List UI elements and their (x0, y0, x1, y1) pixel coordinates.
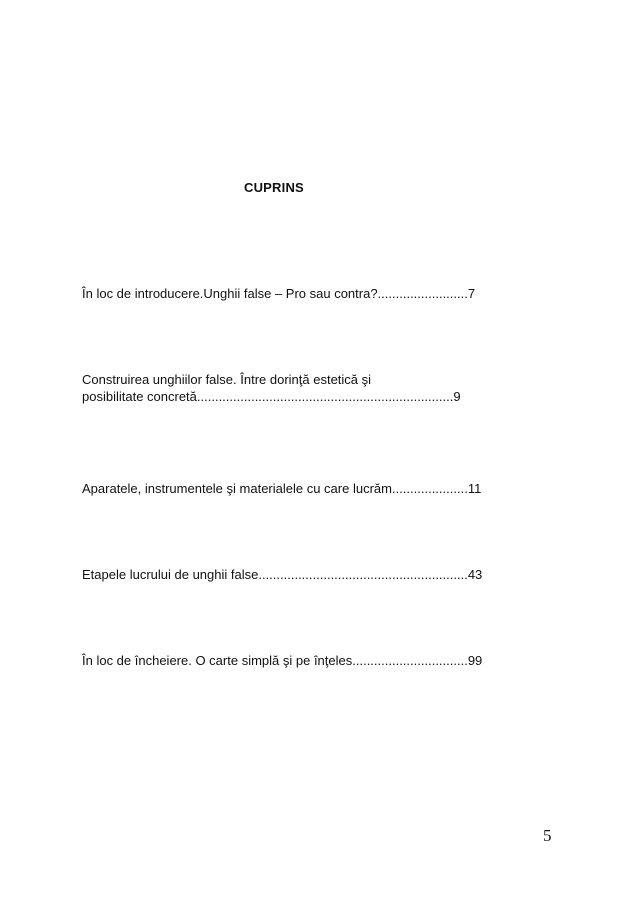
toc-entry-text-continued: posibilitate concretă.......................................................................9 (82, 389, 461, 404)
toc-entry-text: Construirea unghiilor false. Între dorinţă estetică şi (82, 372, 372, 387)
toc-entry-introducere (82, 285, 475, 302)
toc-entry-etapele (82, 566, 482, 583)
toc-entry-text: În loc de introducere.Unghii false – Pro sau contra?.........................7 (82, 286, 476, 301)
toc-entry-aparatele (82, 480, 481, 497)
toc-entry-text: În loc de încheiere. O carte simplă şi pe înţeles................................99 (82, 653, 483, 668)
toc-entry-construirea (82, 371, 461, 405)
toc-entry-incheiere (82, 652, 482, 669)
toc-entry-text: Aparatele, instrumentele şi materialele cu care lucrăm.....................11 (82, 481, 482, 496)
page-number: 5 (543, 826, 552, 845)
toc-title: CUPRINS (244, 180, 304, 195)
toc-entry-text: Etapele lucrului de unghii false..........................................................43 (82, 567, 483, 582)
